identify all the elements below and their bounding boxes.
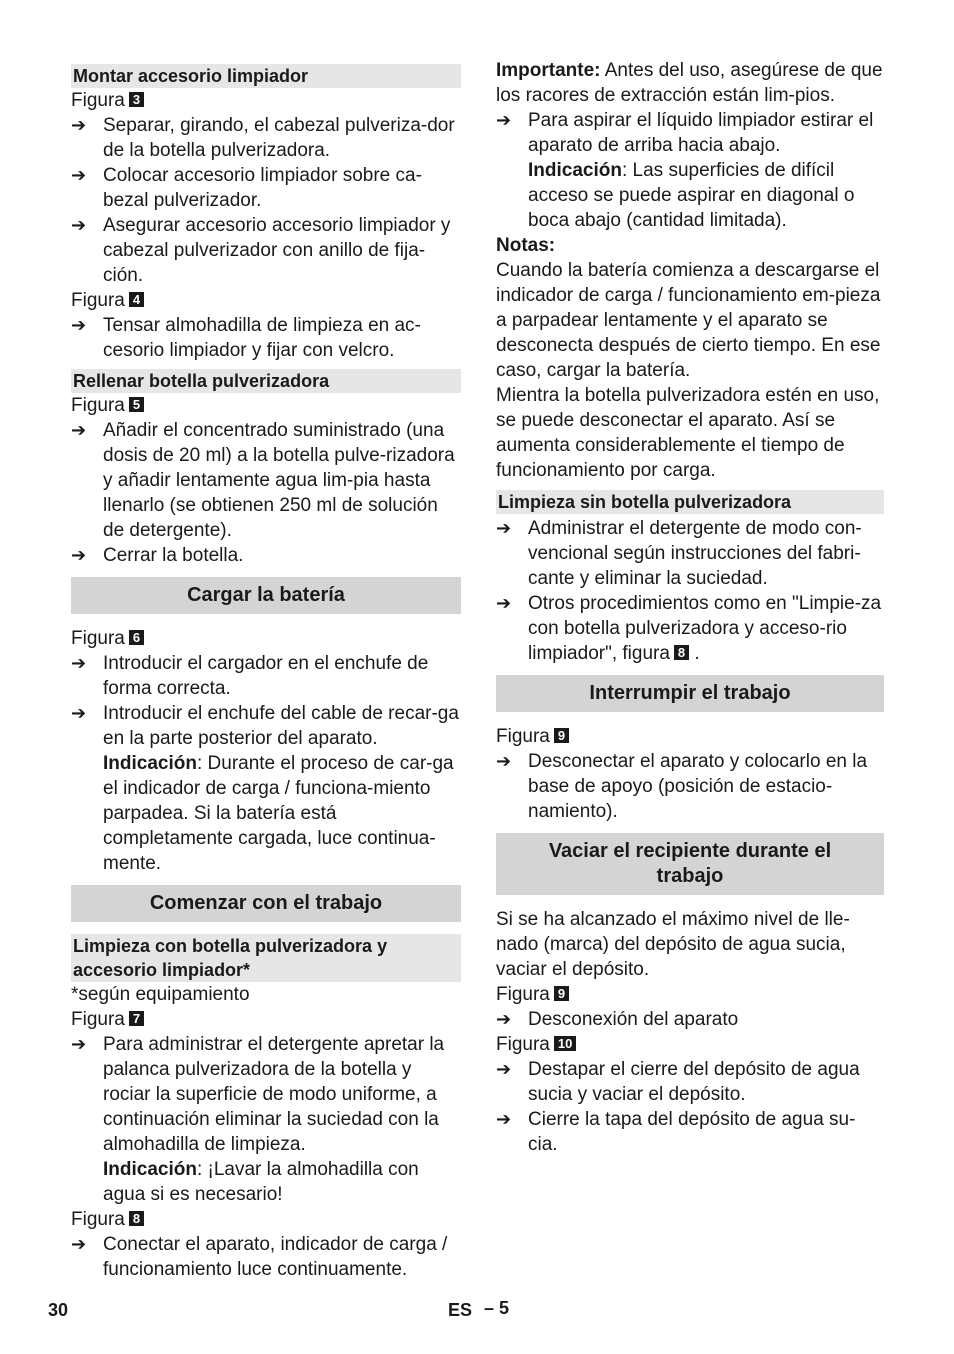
arrow-right-icon: ➔ bbox=[71, 420, 87, 440]
figure-number-badge: 3 bbox=[129, 92, 144, 107]
arrow-right-icon: ➔ bbox=[71, 1234, 87, 1254]
subheading-sin-botella: Limpieza sin botella pulverizadora bbox=[496, 490, 884, 514]
page-number: 30 bbox=[48, 1300, 69, 1320]
figure-ref: Figura 9 bbox=[496, 724, 884, 749]
note: Indicación: Las superficies de difícil acceso se puede aspirar en diagonal o boca abajo (cantidad limitada). bbox=[528, 160, 855, 231]
list-item: ➔ Destapar el cierre del depósito de agua sucia y vaciar el depósito. bbox=[496, 1059, 860, 1105]
arrow-right-icon: ➔ bbox=[71, 703, 87, 723]
left-column bbox=[71, 58, 461, 1282]
arrow-right-icon: ➔ bbox=[71, 1034, 87, 1054]
list-item: ➔ Cerrar la botella. bbox=[71, 545, 244, 566]
notas-paragraph-1: Cuando la batería comienza a descargarse el indicador de carga / funcionamiento em-pieza a parpadear lentamente y el aparato se desconecta después de cierto tiempo. En ese caso, cargar la batería. bbox=[496, 260, 881, 381]
right-column bbox=[496, 58, 884, 1157]
figure-ref: Figura 10 bbox=[496, 1032, 884, 1057]
figure-ref: Figura 9 bbox=[496, 982, 884, 1007]
subheading-montar: Montar accesorio limpiador bbox=[71, 64, 461, 88]
vaciar-intro: Si se ha alcanzado el máximo nivel de lle-nado (marca) del depósito de agua sucia, vaciar el depósito. bbox=[496, 909, 850, 980]
section-heading-comenzar: Comenzar con el trabajo bbox=[71, 885, 461, 922]
figure-ref: Figura 3 bbox=[71, 88, 461, 113]
figure-ref: Figura 5 bbox=[71, 393, 461, 418]
list-item: ➔ Colocar accesorio limpiador sobre ca-bezal pulverizador. bbox=[71, 165, 422, 211]
list-item: ➔ Conectar el aparato, indicador de carga / funcionamiento luce continuamente. bbox=[71, 1234, 448, 1280]
equipment-note: *según equipamiento bbox=[71, 984, 250, 1005]
figure-number-badge: 6 bbox=[129, 630, 144, 645]
notas-paragraph-2: Mientra la botella pulverizadora estén en uso, se puede desconectar el aparato. Así se aumenta considerablemente el tiempo de funcionamiento por carga. bbox=[496, 385, 880, 481]
section-heading-interrumpir: Interrumpir el trabajo bbox=[496, 675, 884, 712]
figure-number-badge: 10 bbox=[554, 1036, 576, 1051]
arrow-right-icon: ➔ bbox=[496, 751, 512, 771]
figure-number-badge: 7 bbox=[129, 1011, 144, 1026]
list-item: ➔ Desconexión del aparato bbox=[496, 1009, 739, 1030]
list-item: ➔ Administrar el detergente de modo con-vencional según instrucciones del fabri-cante y eliminar la suciedad. bbox=[496, 518, 862, 589]
figure-ref: Figura 6 bbox=[71, 626, 461, 651]
arrow-right-icon: ➔ bbox=[496, 110, 512, 130]
figure-number-badge: 8 bbox=[674, 645, 689, 660]
note: Indicación: Durante el proceso de car-ga el indicador de carga / funciona-miento parpadea. Si la batería está completamente cargada, luce continua-mente. bbox=[103, 753, 454, 874]
arrow-right-icon: ➔ bbox=[71, 215, 87, 235]
figure-ref: Figura 7 bbox=[71, 1007, 461, 1032]
list-item: ➔ Para administrar el detergente apretar la palanca pulverizadora de la botella y rociar la superficie de modo uniforme, a continuación eliminar la suciedad con la almohadilla de limpieza. bbox=[71, 1034, 445, 1155]
list-item: ➔ Separar, girando, el cabezal pulveriza-dor de la botella pulverizadora. bbox=[71, 115, 455, 161]
figure-ref: Figura 8 bbox=[71, 1207, 461, 1232]
list-item: ➔ Introducir el cargador en el enchufe de forma correcta. bbox=[71, 653, 429, 699]
arrow-right-icon: ➔ bbox=[496, 593, 512, 613]
figure-number-badge: 9 bbox=[554, 986, 569, 1001]
list-item: ➔ Añadir el concentrado suministrado (una dosis de 20 ml) a la botella pulve-rizadora y añadir lentamente agua lim-pia hasta llenarlo (se obtienen 250 ml de solución de detergente). bbox=[71, 420, 455, 541]
section-heading-vaciar: Vaciar el recipiente durante el trabajo bbox=[496, 833, 884, 895]
list-item: ➔ Otros procedimientos como en "Limpie-za con botella pulverizadora y acceso-rio limpiador", figura 8 . bbox=[496, 593, 882, 664]
figure-number-badge: 8 bbox=[129, 1211, 144, 1226]
list-item: ➔ Desconectar el aparato y colocarlo en la base de apoyo (posición de estacio-namiento). bbox=[496, 751, 868, 822]
subheading-rellenar: Rellenar botella pulverizadora bbox=[71, 369, 461, 393]
arrow-right-icon: ➔ bbox=[71, 545, 87, 565]
arrow-right-icon: ➔ bbox=[496, 1109, 512, 1129]
figure-number-badge: 4 bbox=[129, 292, 144, 307]
language-code: ES bbox=[448, 1300, 473, 1320]
sub-page-number: – 5 bbox=[484, 1298, 510, 1318]
list-item: ➔ Para aspirar el líquido limpiador estirar el aparato de arriba hacia abajo. bbox=[496, 110, 874, 156]
note: Indicación: ¡Lavar la almohadilla con agua si es necesario! bbox=[103, 1159, 419, 1205]
importante-paragraph: Importante: Antes del uso, asegúrese de que los racores de extracción están lim-pios. bbox=[496, 60, 883, 106]
figure-ref: Figura 4 bbox=[71, 288, 461, 313]
subheading-limpieza-con-botella: Limpieza con botella pulverizadora y accesorio limpiador* bbox=[71, 934, 461, 982]
arrow-right-icon: ➔ bbox=[496, 1009, 512, 1029]
list-item: ➔ Introducir el enchufe del cable de recar-ga en la parte posterior del aparato. bbox=[71, 703, 459, 749]
notas-heading: Notas: bbox=[496, 235, 556, 256]
figure-number-badge: 9 bbox=[554, 728, 569, 743]
arrow-right-icon: ➔ bbox=[71, 315, 87, 335]
list-item: ➔ Asegurar accesorio accesorio limpiador y cabezal pulverizador con anillo de fija-ción. bbox=[71, 215, 451, 286]
arrow-right-icon: ➔ bbox=[71, 653, 87, 673]
arrow-right-icon: ➔ bbox=[71, 115, 87, 135]
figure-number-badge: 5 bbox=[129, 397, 144, 412]
arrow-right-icon: ➔ bbox=[496, 518, 512, 538]
list-item: ➔ Cierre la tapa del depósito de agua su-cia. bbox=[496, 1109, 856, 1155]
section-heading-cargar: Cargar la batería bbox=[71, 577, 461, 614]
list-item: ➔ Tensar almohadilla de limpieza en ac-cesorio limpiador y fijar con velcro. bbox=[71, 315, 421, 361]
arrow-right-icon: ➔ bbox=[71, 165, 87, 185]
arrow-right-icon: ➔ bbox=[496, 1059, 512, 1079]
